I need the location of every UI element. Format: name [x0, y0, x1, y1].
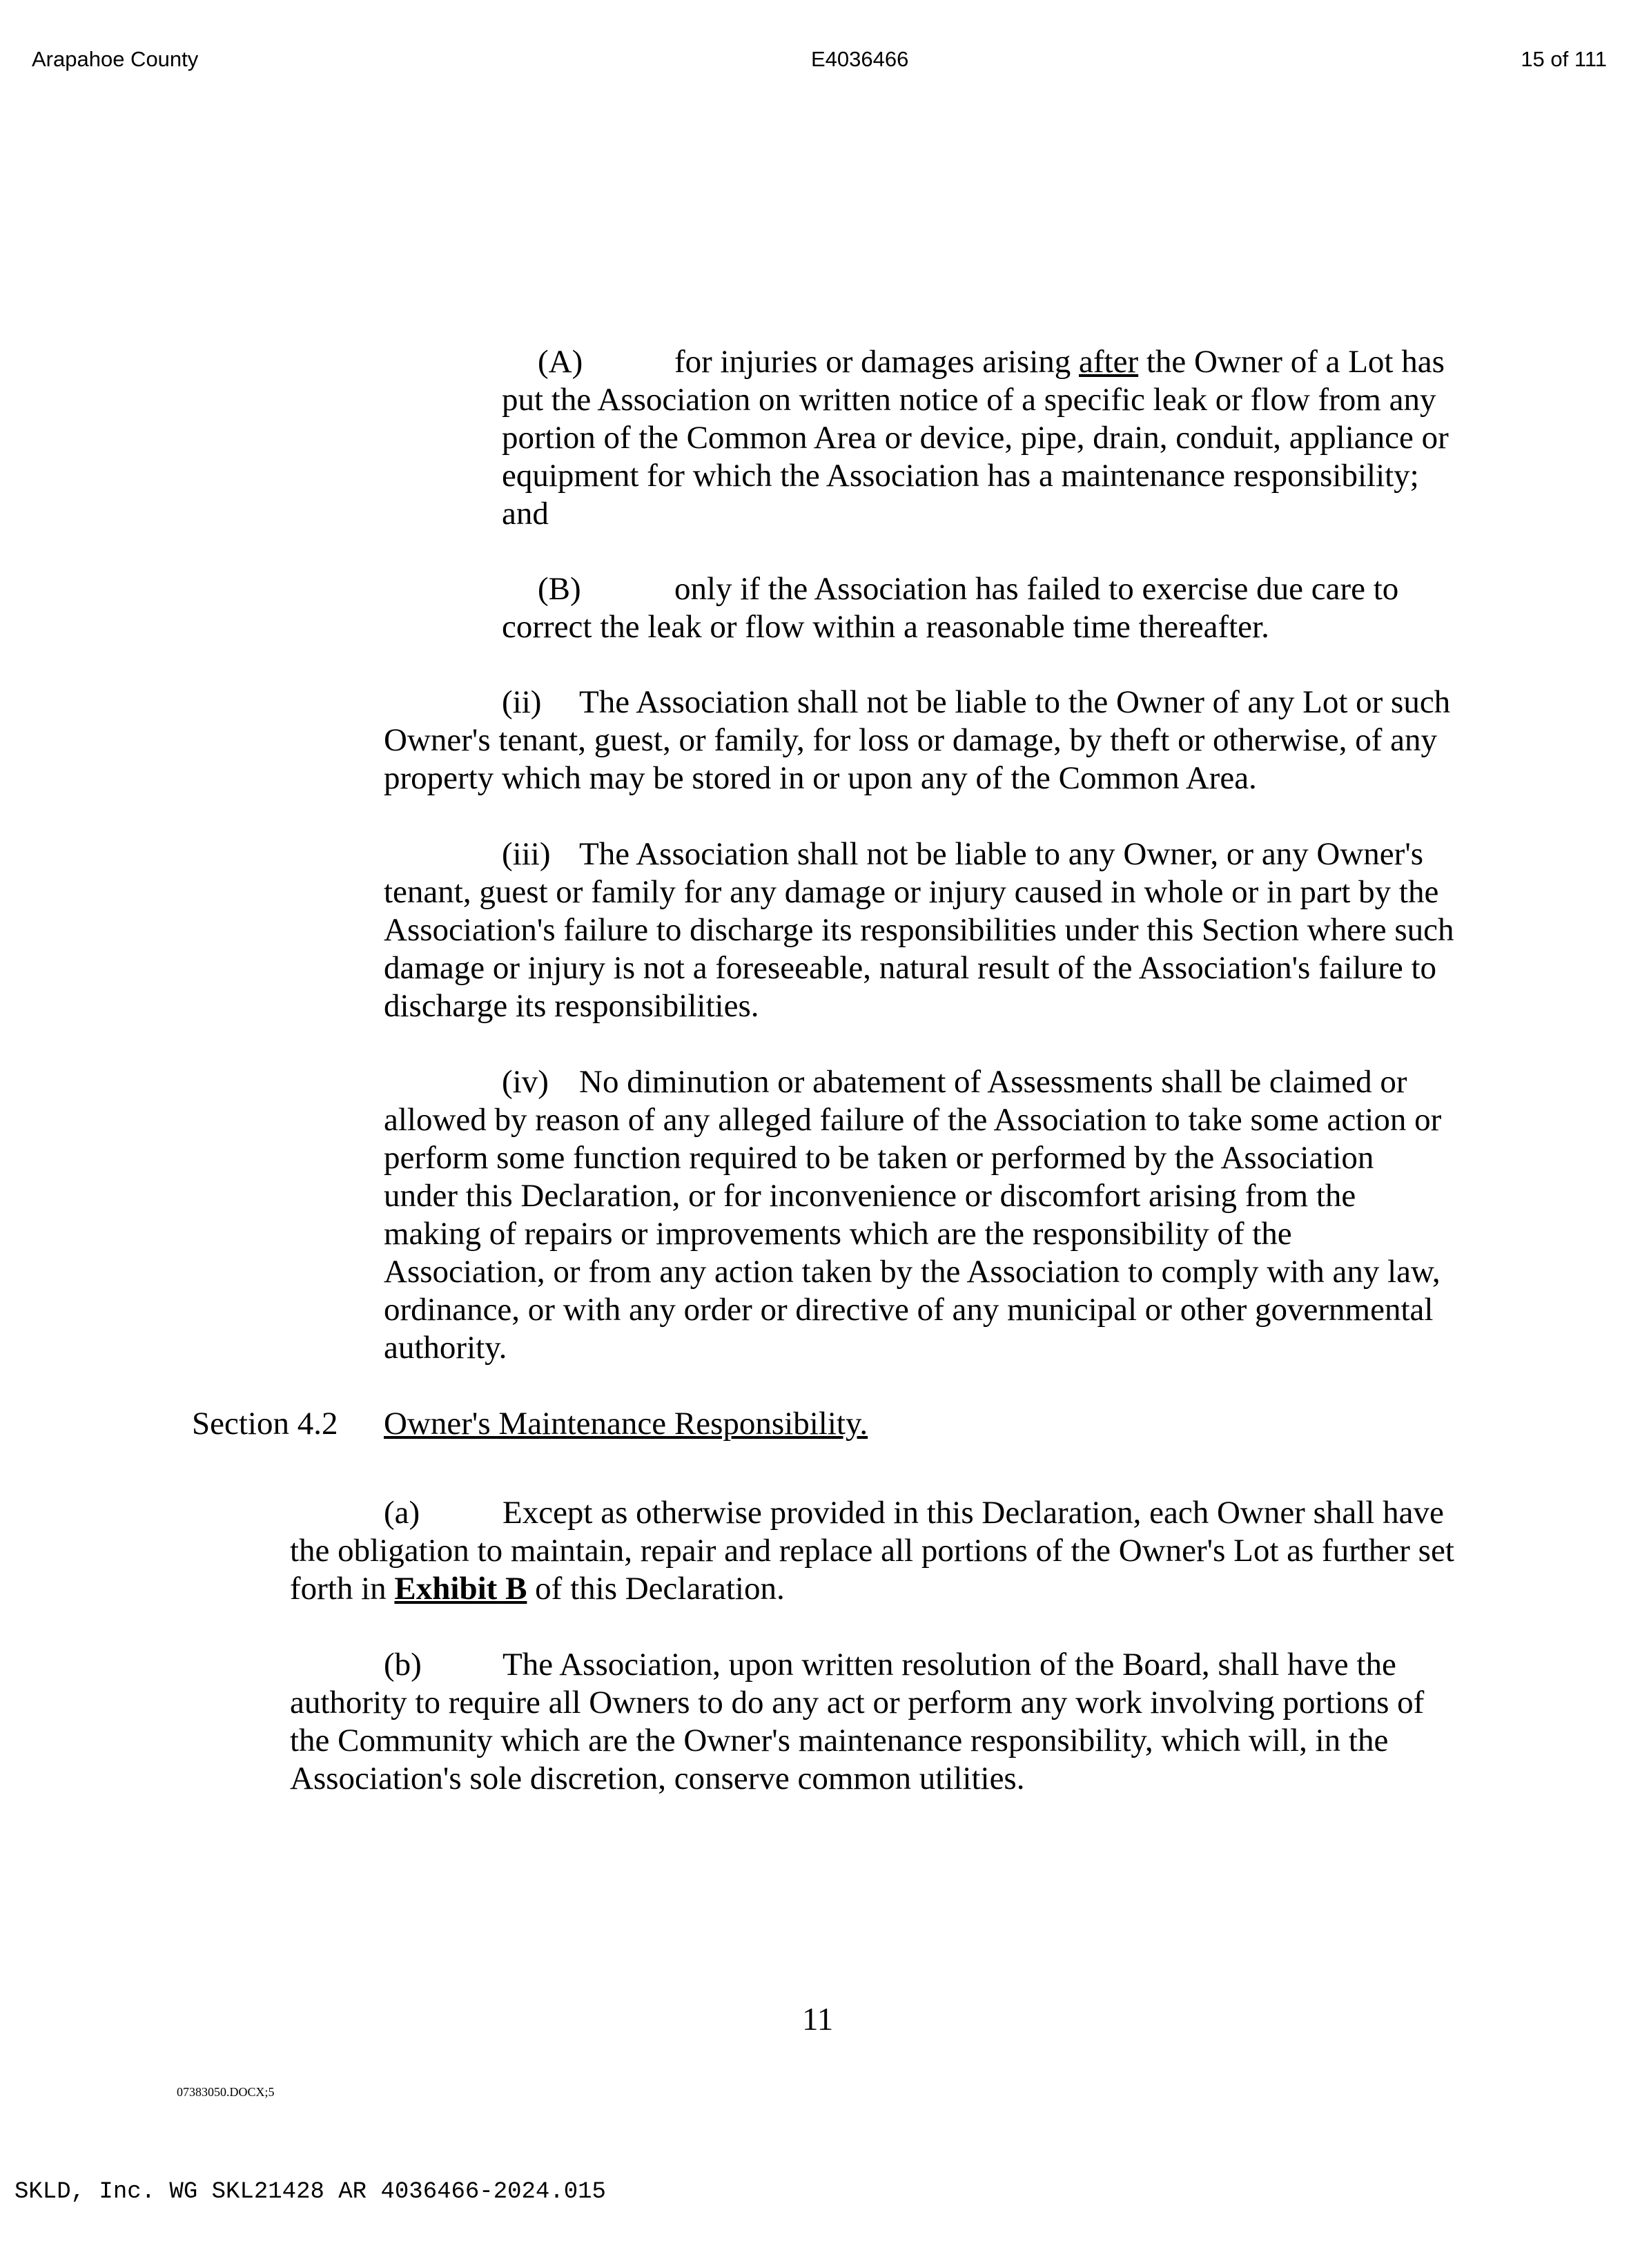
section-number: Section 4.2 — [192, 1406, 338, 1442]
item-iv-label: (iv) — [502, 1064, 549, 1100]
section-4-2-heading — [192, 1405, 868, 1443]
document-reference: 07383050.DOCX;5 — [177, 2085, 275, 2099]
item-ii-line-3: property which may be stored in or upon any of the Common Area. — [384, 760, 1257, 796]
item-iv-line-3: perform some function required to be taken or performed by the Association — [384, 1140, 1374, 1176]
item-a-upper-line-4: equipment for which the Association has a maintenance responsibility; — [502, 458, 1419, 494]
item-ii-label: (ii) — [502, 684, 542, 720]
item-a-lower-label: (a) — [384, 1495, 420, 1531]
item-iii-line-3: Association's failure to discharge its responsibilities under this Section where such — [384, 912, 1454, 948]
item-iv-line-4: under this Declaration, or for inconvenience or discomfort arising from the — [384, 1178, 1356, 1214]
page-number: 11 — [802, 2002, 834, 2037]
item-iii-label: (iii) — [502, 836, 551, 872]
item-b-lower-line-3: the Community which are the Owner's maintenance responsibility, which will, in the — [290, 1723, 1389, 1758]
item-ii-line-2: Owner's tenant, guest, or family, for loss or damage, by theft or otherwise, of any — [384, 722, 1437, 758]
county-name: Arapahoe County — [32, 47, 199, 71]
reception-number: E4036466 — [811, 47, 909, 71]
item-iv-line-7: ordinance, or with any order or directive of any municipal or other governmental — [384, 1292, 1434, 1328]
emphasis-after: after — [1079, 344, 1139, 380]
item-iv-line-1: (iv) No diminution or abatement of Assessments shall be claimed or — [502, 1064, 1407, 1100]
exhibit-b-reference: Exhibit B — [394, 1571, 527, 1607]
item-iii-line-2: tenant, guest or family for any damage or injury caused in whole or in part by the — [384, 874, 1439, 910]
item-a-upper-line-5: and — [502, 496, 549, 532]
item-b-upper-line-2: correct the leak or flow within a reasonable time thereafter. — [502, 609, 1269, 645]
section-title: Owner's Maintenance Responsibility. — [384, 1406, 868, 1442]
item-a-lower-line-3: forth in Exhibit B of this Declaration. — [290, 1571, 785, 1607]
item-a-upper-line-3: portion of the Common Area or device, pipe, drain, conduit, appliance or — [502, 420, 1449, 456]
item-a-lower-line-2: the obligation to maintain, repair and replace all portions of the Owner's Lot as further set — [290, 1533, 1454, 1569]
item-b-lower-line-4: Association's sole discretion, conserve common utilities. — [290, 1761, 1025, 1796]
page-counter: 15 of 111 — [1521, 47, 1607, 71]
item-iii-line-5: discharge its responsibilities. — [384, 988, 759, 1024]
item-iv-line-6: Association, or from any action taken by the Association to comply with any law, — [384, 1254, 1441, 1290]
item-a-upper-line-1: (A) for injuries or damages arising after the Owner of a Lot has — [538, 344, 1445, 380]
item-b-upper-line-1: (B) only if the Association has failed to exercise due care to — [538, 571, 1399, 607]
item-iv-line-2: allowed by reason of any alleged failure of the Association to take some action or — [384, 1102, 1442, 1138]
item-iii-line-1: (iii) The Association shall not be liable to any Owner, or any Owner's — [502, 836, 1424, 872]
item-iv-line-5: making of repairs or improvements which are the responsibility of the — [384, 1216, 1292, 1252]
item-a-lower-line-1: (a) Except as otherwise provided in this Declaration, each Owner shall have — [384, 1495, 1444, 1531]
recording-stamp: SKLD, Inc. WG SKL21428 AR 4036466-2024.015 — [14, 2179, 606, 2205]
item-a-upper-line-2: put the Association on written notice of a specific leak or flow from any — [502, 382, 1436, 418]
item-a-upper-label: (A) — [538, 344, 583, 380]
item-b-upper-label: (B) — [538, 571, 581, 607]
item-b-lower-line-2: authority to require all Owners to do any act or perform any work involving portions of — [290, 1685, 1425, 1721]
item-iv-line-8: authority. — [384, 1330, 507, 1366]
item-b-lower-line-1: (b) The Association, upon written resolution of the Board, shall have the — [384, 1647, 1396, 1683]
item-iii-line-4: damage or injury is not a foreseeable, natural result of the Association's failure to — [384, 950, 1437, 986]
item-ii-line-1: (ii) The Association shall not be liable to the Owner of any Lot or such — [502, 684, 1451, 720]
item-b-lower-label: (b) — [384, 1647, 422, 1683]
